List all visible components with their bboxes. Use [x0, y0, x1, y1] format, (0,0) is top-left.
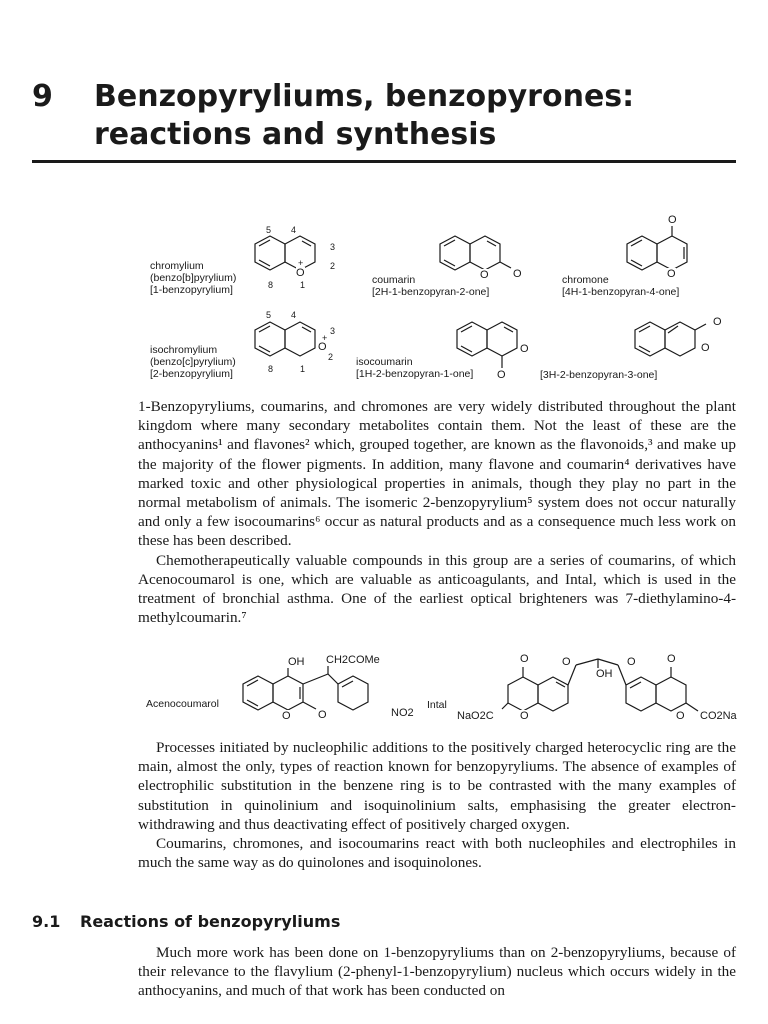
acenocoumarol-side-chain: CH2COMe [326, 654, 380, 666]
isochromylium-oxygen: O [318, 341, 327, 353]
chromone-label [562, 274, 679, 298]
isochromylium-num-4: 4 [291, 310, 297, 320]
chromylium-num-8: 8 [268, 280, 274, 290]
chromylium-label [150, 260, 236, 296]
isochromylium-alt2: [2-benzopyrylium] [150, 368, 233, 380]
acenocoumarol-oh: OH [288, 656, 305, 668]
chromylium-num-5: 5 [266, 225, 272, 235]
acenocoumarol-nitro: NO2 [391, 707, 414, 719]
coumarin-alt: [2H-1-benzopyran-2-one] [372, 286, 490, 298]
chromylium-alt1: (benzo[b]pyrylium) [150, 272, 237, 284]
intal-co2na: CO2Na [700, 710, 737, 722]
isocoumarin3-label [540, 369, 657, 381]
coumarin-label [372, 274, 489, 298]
isochromylium-num-1: 1 [300, 364, 306, 374]
paragraph-5: Much more work has been done on 1-benzopyryliums than on 2-benzopyryliums, because of their relevance to the flavylium (2-phenyl-1-benzopyrylium) nucleus which occurs widely in the anthocyanins, and much of that work has been conducted on [138, 944, 736, 1000]
coumarin-name: coumarin [372, 274, 416, 286]
intal-ring-oxygen-right: O [676, 710, 685, 722]
chromone-carbonyl-oxygen: O [668, 214, 677, 226]
coumarin-ring-oxygen: O [480, 269, 489, 281]
intal-ether-oxygen-right: O [627, 656, 636, 668]
isocoumarin-name: isocoumarin [356, 356, 413, 368]
paragraph-1: 1-Benzopyryliums, coumarins, and chromones are very widely distributed throughout the plant kingdom where many secondary metabolites contain them. Not the least of these are the anthocyanins¹ and flavones² which, grouped together, are known as the flavonoids,³ and make up the majority of the flower pigments. In addition, many flavone and coumarin⁴ derivatives have marked toxic and other physiological properties in animals, though they play no part in the normal metabolism of animals. The isomeric 2-benzopyrylium⁵ system does not occur naturally and only a few isocoumarins⁶ occur as natural products and as a consequence much less work on these has been described. [138, 398, 736, 550]
chromone-name: chromone [562, 274, 609, 286]
isocoumarin-alt: [1H-2-benzopyran-1-one] [356, 368, 474, 380]
heading-rule [32, 160, 736, 163]
isocoumarin-ring-oxygen: O [520, 343, 529, 355]
isochromylium-num-2: 2 [328, 352, 334, 362]
intal-ether-oxygen-left: O [562, 656, 571, 668]
chromylium-alt2: [1-benzopyrylium] [150, 284, 233, 296]
chromone-alt: [4H-1-benzopyran-4-one] [562, 286, 680, 298]
intro-text [138, 397, 736, 627]
chromylium-num-2: 2 [330, 261, 336, 271]
paragraph-3: Processes initiated by nucleophilic additions to the positively charged heterocyclic ring are the main, almost the only, types of reaction known for benzopyryliums. The absence of examples of electrophilic substitution in the benzene ring is to be contrasted with the many examples of substitution in quinolinium and isoquinolinium salts, emphasising the greater electron-withdrawing and thus deactivating effect of positively charged oxygen. [138, 739, 736, 833]
intal-ring-oxygen-left: O [520, 710, 529, 722]
isocoumarin-carbonyl-oxygen: O [497, 369, 506, 381]
isocoumarin-label [356, 356, 473, 380]
intal-naO2c: NaO2C [457, 710, 494, 722]
isochromylium-alt1: (benzo[c]pyrylium) [150, 356, 236, 368]
isochromylium-name: isochromylium [150, 344, 218, 356]
chromylium-structure [250, 232, 330, 282]
isochromylium-num-8: 8 [268, 364, 274, 374]
intal-carbonyl-oxygen-right: O [667, 653, 676, 665]
chapter-title: Benzopyryliums, benzopyrones: reactions and synthesis [94, 79, 635, 152]
chromylium-charge: + [298, 258, 304, 268]
chromylium-num-3: 3 [330, 242, 336, 252]
chromone-ring-oxygen: O [667, 268, 676, 280]
section-title: Reactions of benzopyryliums [80, 912, 341, 931]
isocoumarin3-carbonyl-oxygen: O [713, 316, 722, 328]
coumarin-carbonyl-oxygen: O [513, 268, 522, 280]
chromone-structure [622, 222, 702, 282]
chromylium-name: chromylium [150, 260, 204, 272]
section-text [138, 943, 736, 1001]
reaction-text [138, 738, 736, 872]
intal-label: Intal [427, 699, 447, 711]
intal-carbonyl-oxygen-left: O [520, 653, 529, 665]
paragraph-2: Chemotherapeutically valuable compounds in this group are a series of coumarins, of which Acenocoumarol is one, which are valuable as anticoagulants, and Intal, which is used in the treatment of bronchial asthma. One of the earliest optical brighteners was 7-diethylamino-4-methylcoumarin.⁷ [138, 551, 736, 627]
section-number: 9.1 [32, 912, 61, 931]
chromylium-oxygen: O [296, 267, 305, 279]
isocoumarin3-alt: [3H-2-benzopyran-3-one] [540, 369, 658, 381]
isochromylium-charge: + [322, 333, 328, 343]
chromylium-num-1: 1 [300, 280, 306, 290]
acenocoumarol-carbonyl-oxygen: O [318, 709, 327, 721]
isochromylium-num-5: 5 [266, 310, 272, 320]
chapter-number: 9 [32, 79, 53, 114]
isochromylium-label [150, 344, 236, 380]
intal-oh: OH [596, 668, 613, 680]
chromylium-num-4: 4 [291, 225, 297, 235]
acenocoumarol-label: Acenocoumarol [146, 698, 219, 710]
isocoumarin3-ring-oxygen: O [701, 342, 710, 354]
acenocoumarol-ring-oxygen: O [282, 710, 291, 722]
paragraph-4: Coumarins, chromones, and isocoumarins react with both nucleophiles and electrophiles in much the same way as do quinolones and isoquinolones. [138, 835, 736, 872]
isochromylium-num-3: 3 [330, 326, 336, 336]
